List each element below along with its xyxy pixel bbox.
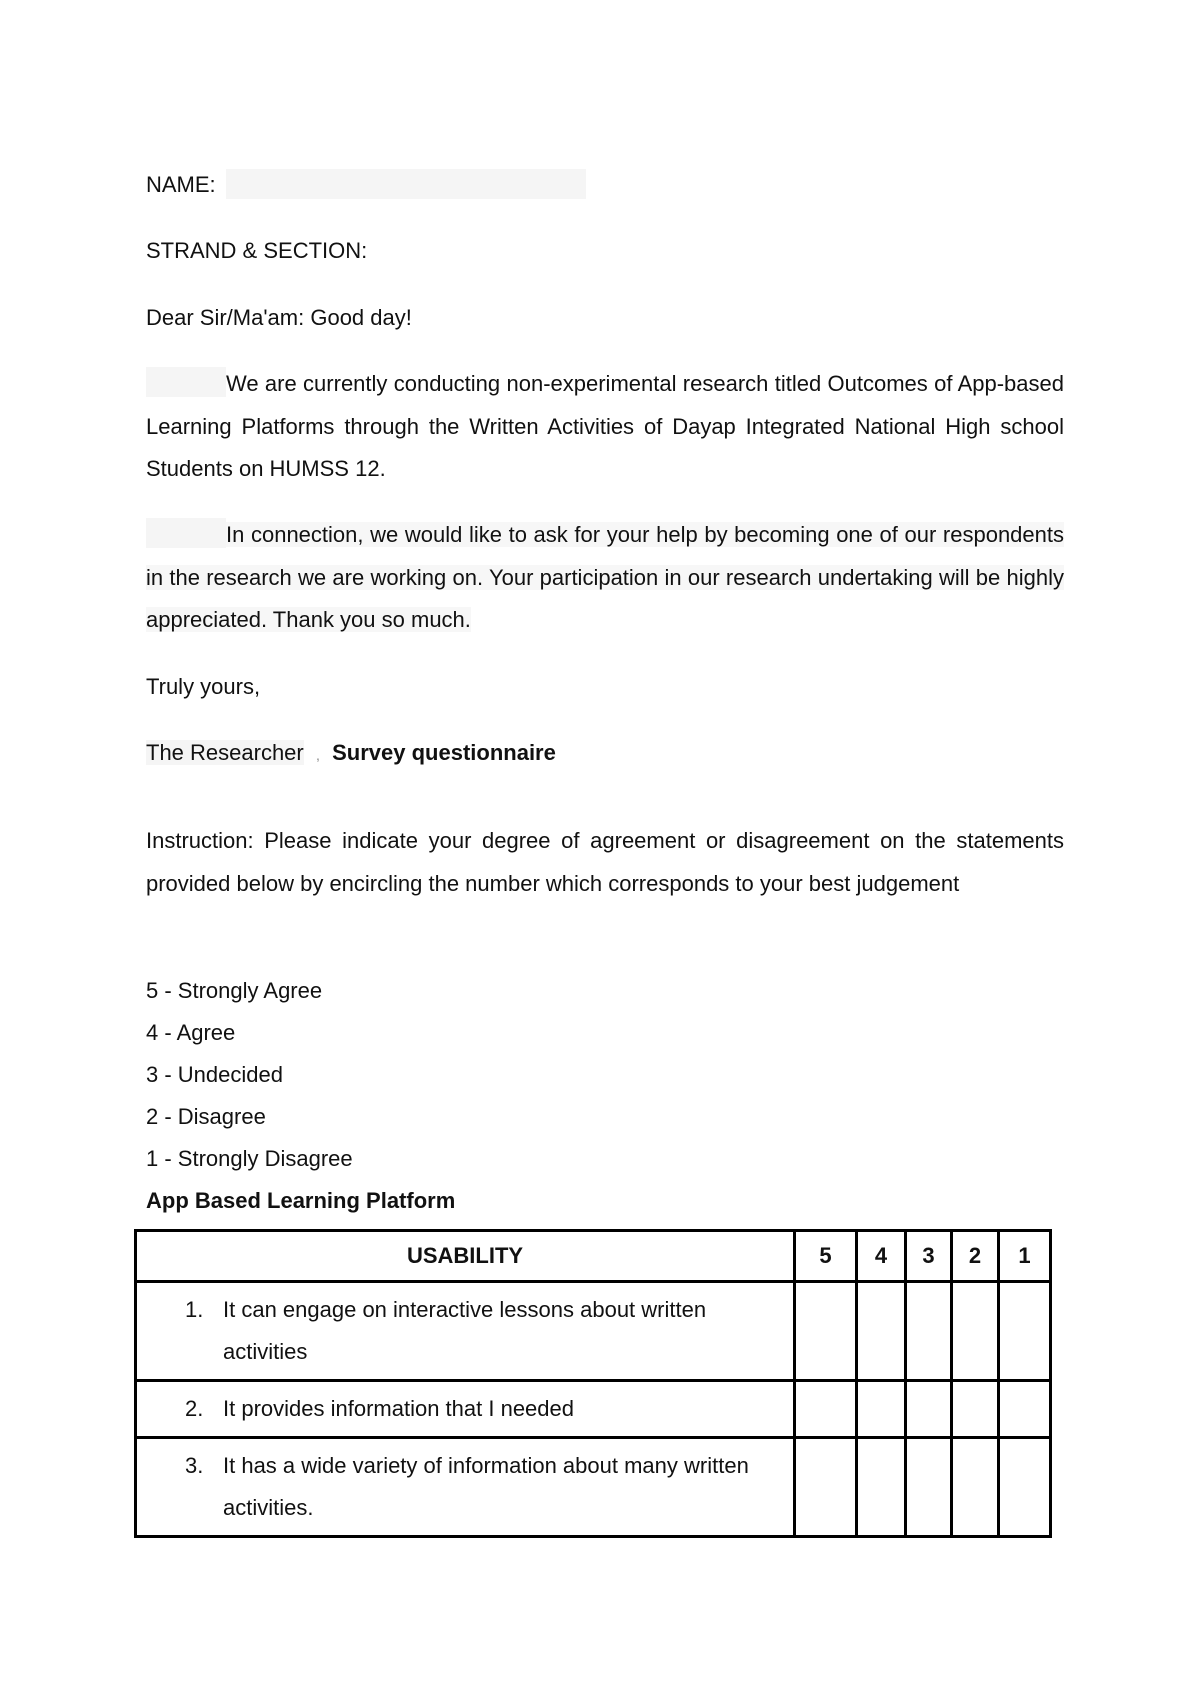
name-label: NAME:: [146, 172, 216, 197]
rating-cell-1[interactable]: [999, 1282, 1051, 1381]
signature-line: [146, 732, 556, 776]
rating-cell-5[interactable]: [795, 1438, 857, 1537]
rating-cell-2[interactable]: [952, 1438, 999, 1537]
rating-cell-5[interactable]: [795, 1282, 857, 1381]
survey-title: Survey questionnaire: [332, 740, 556, 765]
greeting: Dear Sir/Ma'am: Good day!: [146, 305, 412, 330]
survey-table: [134, 1229, 1052, 1538]
header-rating-4: 4: [857, 1231, 906, 1282]
question-cell: 2. It provides information that I needed: [136, 1381, 795, 1438]
header-rating-3: 3: [906, 1231, 952, 1282]
rating-cell-3[interactable]: [906, 1282, 952, 1381]
scale-item: 2 - Disagree: [146, 1104, 266, 1129]
separator: ,: [315, 747, 320, 763]
rating-cell-5[interactable]: [795, 1381, 857, 1438]
rating-scale-legend: [146, 970, 353, 1180]
scale-item: 1 - Strongly Disagree: [146, 1146, 353, 1171]
table-row: [136, 1438, 1051, 1537]
rating-cell-3[interactable]: [906, 1381, 952, 1438]
question-cell: 3. It has a wide variety of information about many written activities.: [136, 1438, 795, 1537]
signature: The Researcher: [146, 740, 304, 765]
table-row: [136, 1282, 1051, 1381]
rating-cell-4[interactable]: [857, 1438, 906, 1537]
rating-cell-1[interactable]: [999, 1381, 1051, 1438]
question-cell: 1. It can engage on interactive lessons about written activities: [136, 1282, 795, 1381]
header-rating-5: 5: [795, 1231, 857, 1282]
rating-cell-2[interactable]: [952, 1381, 999, 1438]
rating-cell-3[interactable]: [906, 1438, 952, 1537]
name-input-field[interactable]: [226, 169, 586, 199]
letter-paragraph-1: We are currently conducting non-experimental research titled Outcomes of App-based Learning Platforms through the Written Activities of Dayap Integrated National High school Students on HUMSS 12.: [146, 363, 1064, 491]
table-header-row: [136, 1231, 1051, 1282]
scale-item: 3 - Undecided: [146, 1062, 283, 1087]
rating-cell-1[interactable]: [999, 1438, 1051, 1537]
letter-paragraph-2: In connection, we would like to ask for your help by becoming one of our respondents in the research we are working on. Your participation in our research undertaking will be highly appreciated. Thank you so much.: [146, 514, 1064, 642]
rating-cell-2[interactable]: [952, 1282, 999, 1381]
header-usability: USABILITY: [136, 1231, 795, 1282]
table-row: [136, 1381, 1051, 1438]
rating-cell-4[interactable]: [857, 1282, 906, 1381]
section-title: App Based Learning Platform: [146, 1188, 456, 1213]
header-rating-1: 1: [999, 1231, 1051, 1282]
scale-item: 5 - Strongly Agree: [146, 978, 323, 1003]
scale-item: 4 - Agree: [146, 1020, 236, 1045]
closing: Truly yours,: [146, 674, 261, 699]
instruction-text: Instruction: Please indicate your degree of agreement or disagreement on the statements provided below by encircling the number which corresponds to your best judgement: [146, 828, 1064, 896]
rating-cell-4[interactable]: [857, 1381, 906, 1438]
strand-section-label: STRAND & SECTION:: [146, 238, 368, 263]
header-rating-2: 2: [952, 1231, 999, 1282]
